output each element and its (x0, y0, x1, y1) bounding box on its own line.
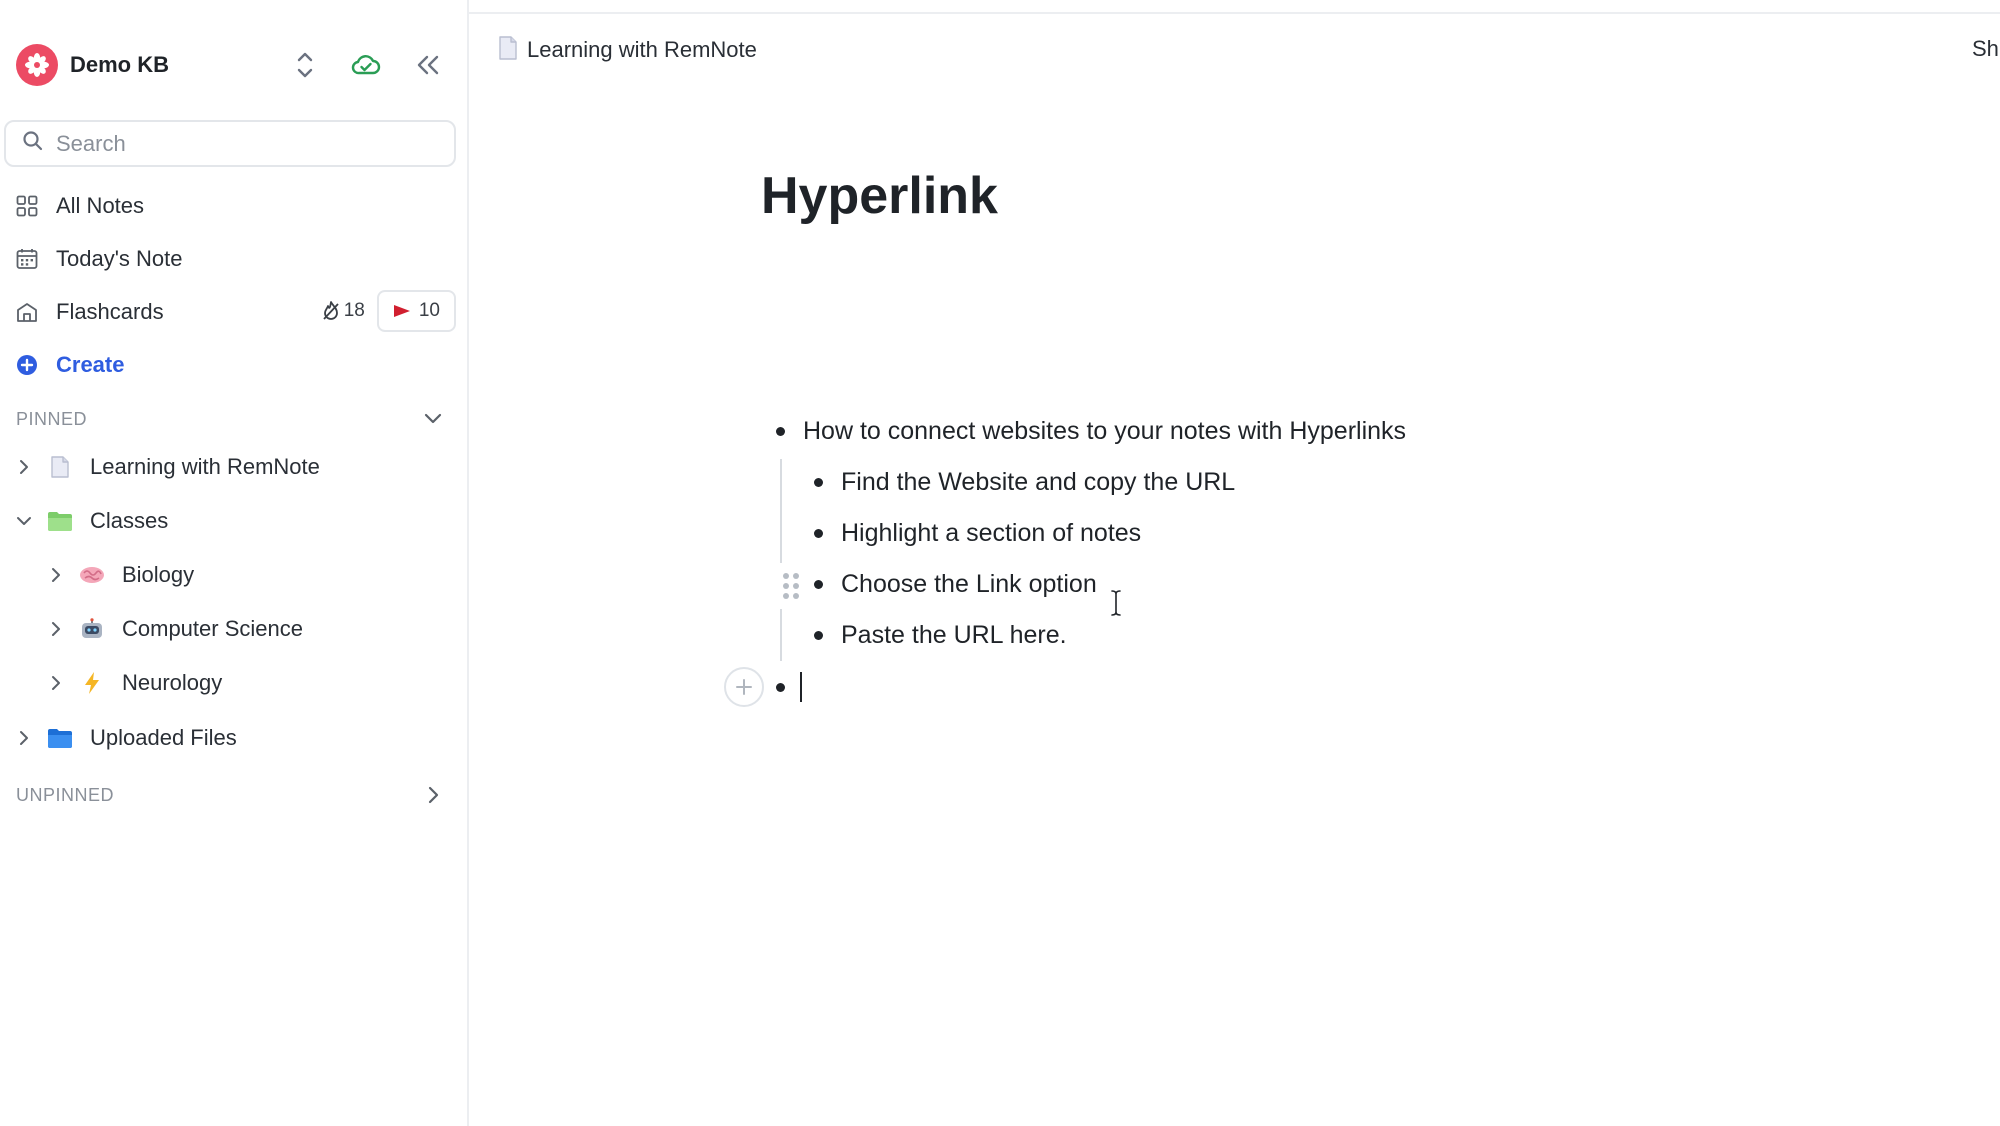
add-block-button[interactable] (724, 667, 764, 707)
knowledge-base-header (16, 44, 456, 86)
sidebar (0, 0, 469, 1126)
robot-emoji-icon (78, 615, 106, 643)
tree-item-label: Learning with RemNote (90, 454, 320, 479)
tree-item-label: Biology (122, 562, 195, 587)
tree-item-classes[interactable] (14, 499, 168, 543)
bullet-text[interactable]: How to connect websites to your notes with Hyperlinks (803, 416, 1407, 445)
tree-item-label: Classes (90, 508, 169, 533)
bullet-row[interactable] (814, 615, 1067, 655)
flashcards-icon (16, 301, 38, 323)
search-box[interactable] (4, 120, 456, 167)
flagged-count-value: 10 (418, 300, 440, 321)
tree-item-label: Uploaded Files (90, 725, 237, 750)
flagged-cards-count[interactable] (377, 290, 456, 332)
brain-emoji-icon (78, 561, 106, 589)
switch-kb-chevrons-icon[interactable] (288, 47, 322, 83)
tree-item-biology[interactable] (46, 553, 194, 597)
calendar-icon (16, 248, 38, 270)
bullet-row[interactable] (814, 513, 1141, 553)
create-button[interactable] (16, 343, 456, 387)
nav-todays-note[interactable] (16, 237, 456, 281)
bullet-row[interactable] (814, 564, 1097, 604)
plus-circle-icon (16, 354, 38, 376)
tree-item-uploaded-files[interactable] (14, 716, 237, 760)
nav-all-notes[interactable] (16, 184, 456, 228)
drag-handle-icon[interactable] (782, 573, 800, 599)
ibeam-cursor-icon (1109, 590, 1123, 616)
indent-guide-line[interactable] (780, 459, 782, 563)
nav-todays-note-label: Today's Note (56, 246, 183, 271)
chevron-down-icon[interactable] (14, 511, 34, 531)
bullet-row[interactable] (814, 462, 1235, 502)
folder-blue-icon (46, 724, 74, 752)
bullet-text[interactable]: Find the Website and copy the URL (841, 467, 1236, 496)
share-button[interactable]: Sh (1972, 36, 1999, 61)
nav-flashcards[interactable] (16, 290, 456, 334)
page-title[interactable]: Hyperlink (761, 167, 998, 225)
chevron-right-icon[interactable] (420, 782, 446, 808)
bullet-dot[interactable] (814, 580, 823, 589)
breadcrumb[interactable] (497, 34, 757, 66)
bullet-text[interactable]: Highlight a section of notes (841, 518, 1142, 547)
text-caret (800, 672, 802, 702)
search-input[interactable] (56, 131, 436, 157)
bullet-row-empty[interactable] (776, 667, 803, 707)
chevron-down-icon[interactable] (420, 406, 446, 432)
chevron-right-icon[interactable] (14, 728, 34, 748)
chevron-right-icon[interactable] (14, 457, 34, 477)
breadcrumb-label: Learning with RemNote (527, 37, 757, 62)
flashcard-counts (322, 290, 456, 332)
bullet-dot[interactable] (814, 529, 823, 538)
folder-green-icon (46, 507, 74, 535)
bullet-row[interactable] (776, 411, 1406, 451)
bullet-dot[interactable] (814, 478, 823, 487)
page-icon (46, 453, 74, 481)
indent-guide-line[interactable] (780, 609, 782, 661)
pinned-section-header[interactable] (16, 404, 446, 434)
nav-flashcards-label: Flashcards (56, 299, 164, 324)
red-flag-icon (393, 303, 411, 319)
fire-icon (322, 301, 340, 321)
unpinned-label: UNPINNED (16, 784, 115, 805)
chevron-right-icon[interactable] (46, 619, 66, 639)
due-cards-count[interactable] (322, 300, 365, 322)
top-bar-divider (469, 0, 2000, 14)
knowledge-base-name[interactable]: Demo KB (70, 52, 170, 77)
plus-icon (734, 677, 754, 697)
bullet-text[interactable]: Choose the Link option (841, 569, 1097, 598)
tree-item-label: Computer Science (122, 616, 303, 641)
search-icon (22, 130, 44, 157)
create-label: Create (56, 352, 125, 377)
page-icon (497, 35, 519, 66)
tree-item-computer-science[interactable] (46, 607, 303, 651)
bullet-dot[interactable] (776, 683, 785, 692)
tree-item-neurology[interactable] (46, 661, 222, 705)
chevron-right-icon[interactable] (46, 565, 66, 585)
bullet-dot[interactable] (814, 631, 823, 640)
unpinned-section-header[interactable] (16, 780, 446, 810)
remnote-logo-icon[interactable] (16, 44, 58, 86)
nav-all-notes-label: All Notes (56, 193, 145, 218)
grid-icon (16, 195, 38, 217)
tree-item-label: Neurology (122, 670, 223, 695)
lightning-emoji-icon (78, 669, 106, 697)
cloud-sync-icon[interactable] (349, 48, 383, 82)
chevron-right-icon[interactable] (46, 673, 66, 693)
collapse-sidebar-icon[interactable] (411, 48, 445, 82)
bullet-dot[interactable] (776, 427, 785, 436)
tree-item-learning-with-remnote[interactable] (14, 445, 320, 489)
bullet-text[interactable]: Paste the URL here. (841, 620, 1067, 649)
due-count-value: 18 (343, 300, 365, 321)
pinned-label: PINNED (16, 408, 88, 429)
